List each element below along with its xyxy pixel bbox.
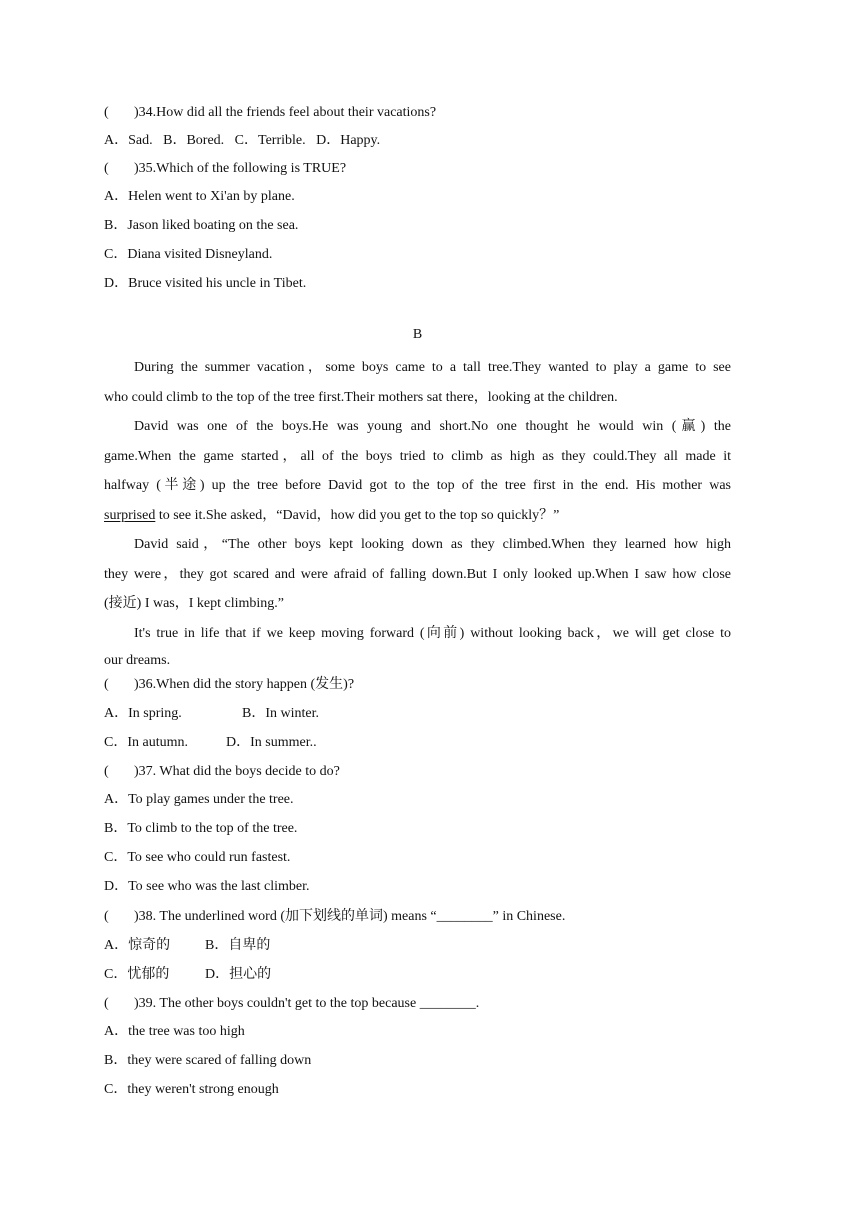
passage-line: they were，they got scared and were afraid of falling down.But I only looked up.When I saw how close bbox=[104, 566, 731, 582]
question-36-options-ab bbox=[104, 703, 731, 732]
question-36-options-cd bbox=[104, 732, 731, 761]
question-text: )34.How did all the friends feel about their vacations? bbox=[134, 105, 437, 120]
option-c: C．Diana visited Disneyland. bbox=[104, 247, 273, 262]
question-34 bbox=[104, 102, 731, 130]
option-c: C．忧郁的 bbox=[104, 967, 170, 982]
passage-line: (接近) I was，I kept climbing.” bbox=[104, 596, 285, 611]
option-a: A．the tree was too high bbox=[104, 1024, 245, 1039]
passage-line bbox=[104, 501, 731, 531]
question-text: )38. The underlined word (加下划线的单词) means “________” in Chinese. bbox=[134, 909, 566, 924]
question-38 bbox=[104, 906, 731, 935]
question-39 bbox=[104, 993, 731, 1021]
question-text: )35.Which of the following is TRUE? bbox=[134, 161, 347, 176]
question-38-options-cd bbox=[104, 964, 731, 993]
page-content bbox=[104, 102, 731, 1108]
answer-blank: ( bbox=[104, 161, 109, 176]
passage-line: During the summer vacation，some boys came to a tall tree.They wanted to play a game to see bbox=[134, 360, 731, 375]
answer-blank: ( bbox=[104, 764, 109, 779]
option-b: B．To climb to the top of the tree. bbox=[104, 821, 298, 836]
answer-blank: ( bbox=[104, 105, 109, 120]
section-heading: B bbox=[412, 327, 423, 342]
answer-blank: ( bbox=[104, 677, 109, 692]
option-d: D．Bruce visited his uncle in Tibet. bbox=[104, 276, 307, 291]
answer-blank: ( bbox=[104, 909, 109, 924]
option-b: B．自卑的 bbox=[205, 938, 271, 953]
option-d: D．担心的 bbox=[205, 967, 272, 982]
passage-line: David said，“The other boys kept looking down as they climbed.When they learned how high bbox=[134, 537, 731, 552]
question-37 bbox=[104, 761, 731, 789]
option-a: A．In spring. bbox=[104, 706, 182, 721]
option-a: A．Helen went to Xi'an by plane. bbox=[104, 189, 295, 204]
question-text: )39. The other boys couldn't get to the top because ________. bbox=[134, 996, 480, 1011]
option-b: B．Jason liked boating on the sea. bbox=[104, 218, 299, 233]
question-38-options-ab bbox=[104, 935, 731, 964]
option-c: C．they weren't strong enough bbox=[104, 1082, 279, 1097]
option-c: C．In autumn. bbox=[104, 735, 188, 750]
option-d: D．In summer.. bbox=[226, 735, 317, 750]
question-text: )37. What did the boys decide to do? bbox=[134, 764, 340, 779]
question-36 bbox=[104, 674, 731, 703]
question-34-options: A．Sad. B．Bored. C．Terrible. D．Happy. bbox=[104, 133, 381, 148]
answer-blank: ( bbox=[104, 996, 109, 1011]
passage-line: game.When the game started，all of the boys tried to climb as high as they could.They all made it bbox=[104, 448, 731, 464]
question-35 bbox=[104, 158, 731, 186]
passage-line: halfway (半途) up the tree before David got to the top of the tree first in the end. His mother was bbox=[104, 478, 731, 493]
passage-text: to see it.She asked，“David，how did you get to the top so quickly？” bbox=[155, 507, 560, 523]
option-c: C．To see who could run fastest. bbox=[104, 850, 291, 865]
underlined-word: surprised bbox=[104, 507, 156, 523]
option-b: B．In winter. bbox=[242, 706, 319, 721]
option-a: A．惊奇的 bbox=[104, 938, 171, 953]
option-b: B．they were scared of falling down bbox=[104, 1053, 312, 1068]
passage-line: David was one of the boys.He was young and short.No one thought he would win (赢) the bbox=[134, 419, 731, 434]
passage bbox=[104, 353, 731, 674]
option-d: D．To see who was the last climber. bbox=[104, 879, 310, 894]
option-a: A．To play games under the tree. bbox=[104, 792, 294, 807]
question-text: )36.When did the story happen (发生)? bbox=[134, 677, 355, 692]
passage-line: our dreams. bbox=[104, 653, 171, 668]
passage-line: It's true in life that if we keep moving forward (向前) without looking back，we will get close to bbox=[134, 625, 731, 641]
passage-line: who could climb to the top of the tree first.Their mothers sat there，looking at the children. bbox=[104, 389, 618, 405]
